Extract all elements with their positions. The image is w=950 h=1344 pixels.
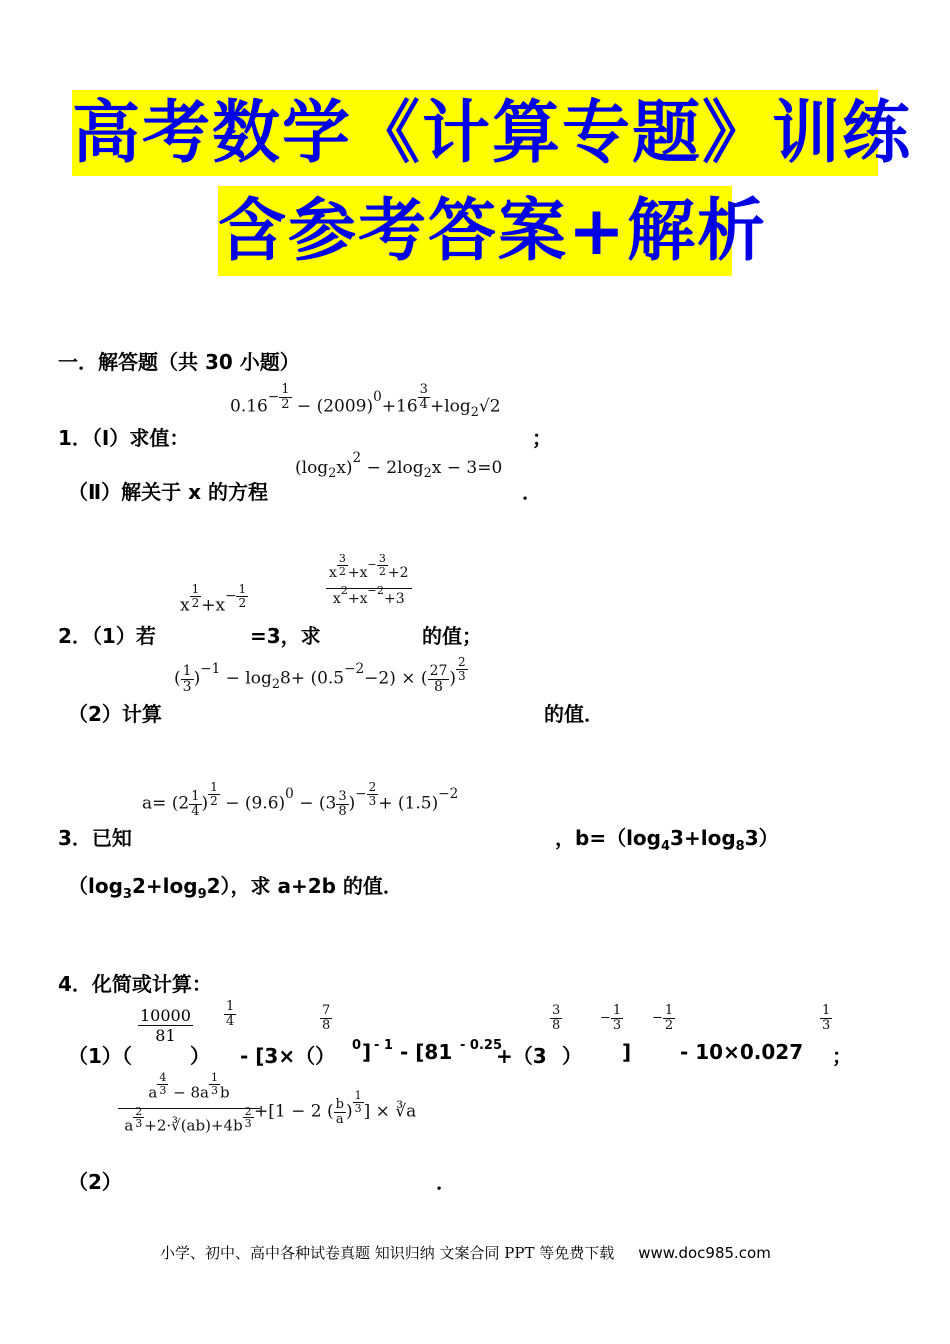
q4-p1-j: ） [562, 1044, 582, 1068]
q4-p1-fraction [138, 1006, 193, 1045]
q4-p2-tail-expression: +[1 − 2 ( $\frac{b}{a}$ ) $^{\frac{1}{3}}$ ] × ∛a [254, 1089, 417, 1127]
q4-p1-exp4: − $\frac{1}{3}$ [600, 1003, 622, 1033]
q2-tail: 的值； [422, 624, 482, 648]
q3-b-definition [555, 822, 779, 854]
title-line-2: 含参考答案+解析 [218, 186, 732, 276]
q4-p1-a: ） [190, 1044, 210, 1068]
q4-p1-exp6: $\frac{1}{3}$ [822, 1003, 831, 1033]
q2-fraction: x $^{\frac{3}{2}}$ $+x^{- \frac{3}{2}}$ +2 $x^2+x^{-2}+3$ [326, 562, 412, 607]
q1-end: ； [532, 426, 552, 450]
q3-number: 3．已知 [58, 826, 132, 850]
q3-expression: a= (2 $\frac{1}{4}$ ) $^{\frac{1}{2}}$ − $(9.6)^0 - (3$ $\frac{3}{8}$ )$^{- \frac{2}{3}}$ + $(1.5)^{-2}$ [142, 780, 459, 819]
q2-condition: x $^{\frac{1}{2}}$ $+x^{- \frac{1}{2}}$ [180, 582, 247, 616]
q2-part2-label: （2）计算 [68, 702, 162, 726]
footer [160, 1242, 771, 1263]
q2-number: 2．（1）若 [58, 624, 156, 648]
q4-p1-label: （1）（ [68, 1044, 132, 1068]
q4-p1-exp1: $\frac{1}{4}$ [226, 999, 235, 1029]
q4-p2-label: （2） [68, 1170, 122, 1194]
q4-p1-g: - 0.25 [460, 1038, 502, 1053]
q3-line2 [68, 870, 403, 902]
q1-part2-label: （Ⅱ）解关于 x 的方程 [68, 480, 268, 504]
q4-p1-frac-den: 81 [155, 1026, 176, 1045]
q2-equals: =3，求 [250, 624, 321, 648]
q4-p1-l: - 10×0.027 [680, 1040, 804, 1064]
q3-sub-9: 9 [197, 887, 207, 902]
q3-sub-8: 8 [735, 839, 745, 854]
q3-line2-mid: 2+log [131, 874, 198, 898]
q3-line2-start: （log [68, 874, 123, 898]
q3-b-rest: 3+log [670, 826, 736, 850]
footer-url[interactable]: www.doc985.com [638, 1244, 771, 1262]
q3-sub-3: 3 [122, 887, 132, 902]
footer-text: 小学、初中、高中各种试卷真题 知识归纳 文案合同 PPT 等免费下载 [160, 1244, 615, 1262]
q2-part2-tail: 的值． [544, 702, 604, 726]
q1-part2-end: ． [522, 480, 542, 504]
q3-line2-end: 2），求 a+2b 的值． [206, 874, 403, 898]
q4-p1-d: ] [362, 1040, 372, 1064]
q3-b-end: 3） [744, 826, 779, 850]
q4-p1-end: ； [832, 1044, 852, 1068]
q3-b-text: ，b=（log [555, 826, 661, 850]
q4-p1-frac-num: 10000 [140, 1006, 191, 1025]
q4-p2-fraction: a $^{\frac{4}{3}}$ − 8a $^{\frac{1}{3}}$ b a $^{\frac{2}{3}}$ +2·∛(ab)+4b $^{\frac{2}{3}}$ [118, 1082, 260, 1139]
q4-p1-k: ] [622, 1040, 632, 1064]
q1-number: 1．（Ⅰ）求值： [58, 426, 190, 450]
title-line-1: 高考数学《计算专题》训练 [72, 90, 878, 176]
q4-p1-exp2: $\frac{7}{8}$ [322, 1003, 331, 1033]
q4-p1-c: 0 [352, 1038, 362, 1053]
q4-p1-exp5: − $\frac{1}{2}$ [652, 1003, 674, 1033]
q4-p1-exp3: $\frac{3}{8}$ [552, 1003, 561, 1033]
q3-sub-4: 4 [661, 839, 671, 854]
q1-part2-expression: $(\log_2x)^2 - 2\log_2x - 3=0$ [295, 450, 503, 482]
section-heading: 一．解答题（共 30 小题） [58, 350, 300, 374]
q4-p1-e: - 1 [374, 1038, 393, 1053]
q1-expression: $0.16^{- \frac{1}{2}}$ − $(2009)^0+16$ $^{\frac{3}{4}}$ $+\log_2√2$ [230, 382, 501, 421]
q4-p1-b: - [3×（） [240, 1044, 336, 1068]
q4-number: 4．化简或计算： [58, 972, 212, 996]
q4-p1-f: - [81 [400, 1040, 453, 1064]
q2-part2-expression: ( $\frac{1}{3}$ )$^{-1} - \log_28+ (0.5^{-2}-2)$ × ( $\frac{27}{8}$ ) $^{\frac{2}{3}}$ [174, 655, 466, 695]
q4-p2-end: ． [436, 1170, 456, 1194]
q4-p1-h: +（3 [496, 1044, 547, 1068]
